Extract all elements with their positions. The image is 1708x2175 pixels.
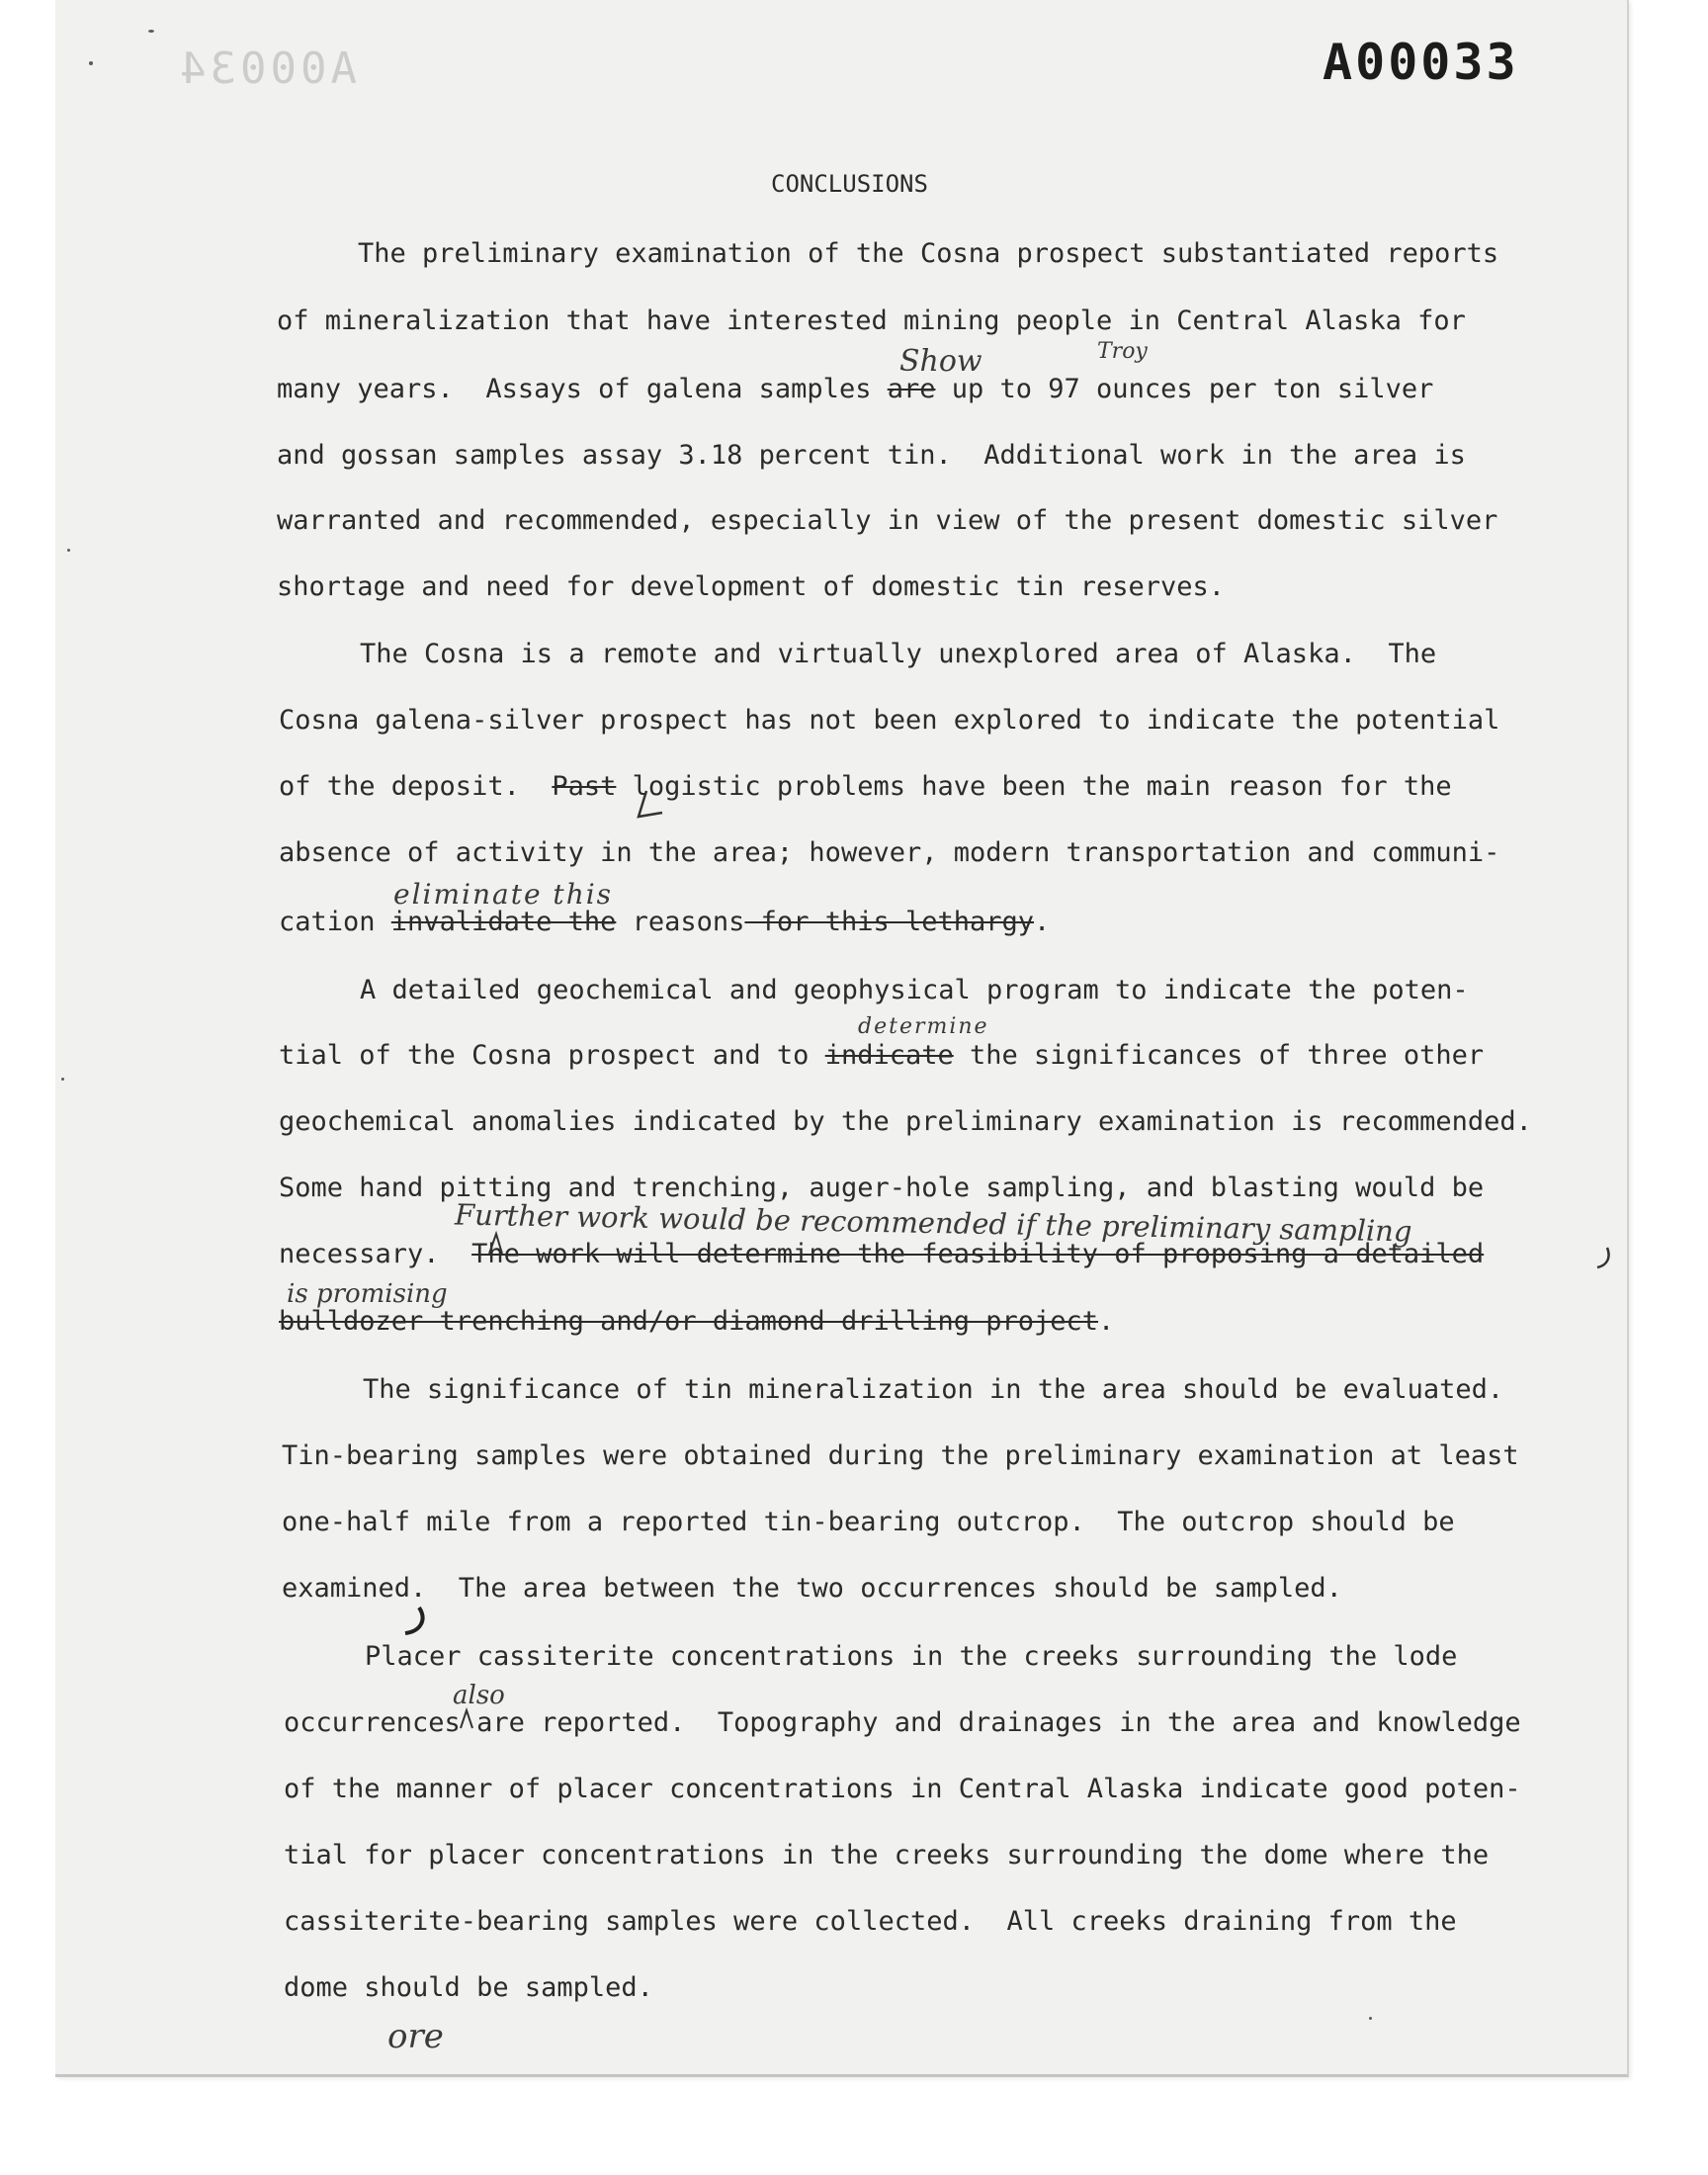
body-line: cassiterite-bearing samples were collected. All creeks draining from the xyxy=(284,1906,1457,1937)
body-line: The Cosna is a remote and virtually unexplored area of Alaska. The xyxy=(360,639,1437,669)
body-line: necessary. The work will determine the feasibility of proposing a detailed xyxy=(279,1239,1485,1269)
page-number: A00033 xyxy=(1323,34,1519,91)
body-line: Some hand pitting and trenching, auger-hole sampling, and blasting would be xyxy=(279,1173,1485,1203)
insertion-caret-mark xyxy=(489,1234,502,1254)
body-line: Cosna galena-silver prospect has not been explored to indicate the potential xyxy=(279,705,1500,736)
body-line: A detailed geochemical and geophysical program to indicate the poten- xyxy=(360,975,1469,1005)
body-line: The significance of tin mineralization in the area should be evaluated. xyxy=(363,1374,1504,1405)
handwritten-insert-troy: Troy xyxy=(1097,339,1148,364)
body-line: dome should be sampled. xyxy=(284,1972,653,2003)
period-correction-mark xyxy=(405,1608,423,1633)
body-line: geochemical anomalies indicated by the preliminary examination is recommended. xyxy=(279,1106,1532,1137)
insertion-caret-mark xyxy=(461,1710,472,1728)
body-line: many years. Assays of galena samples are up to 97 ounces per ton silver xyxy=(277,374,1434,404)
body-line: bulldozer trenching and/or diamond drilling project. xyxy=(279,1306,1115,1337)
body-line: cation invalidate the reasons for this lethargy. xyxy=(279,907,1051,937)
check-mark xyxy=(1597,1248,1609,1267)
handwritten-insert-eliminate: eliminate this xyxy=(393,878,614,911)
body-line: of the manner of placer concentrations in Central Alaska indicate good poten- xyxy=(284,1774,1521,1804)
body-line: tial of the Cosna prospect and to indicate the significances of three other xyxy=(279,1040,1485,1071)
body-line: absence of activity in the area; however, modern transportation and communi- xyxy=(279,837,1500,868)
body-line: one-half mile from a reported tin-bearing outcrop. The outcrop should be xyxy=(282,1507,1455,1537)
body-line: The preliminary examination of the Cosna prospect substantiated reports xyxy=(358,238,1499,269)
page-title: CONCLUSIONS xyxy=(771,170,928,198)
body-line: Tin-bearing samples were obtained during the preliminary examination at least xyxy=(282,1440,1519,1471)
body-line: and gossan samples assay 3.18 percent tin. Additional work in the area is xyxy=(277,440,1466,471)
handwritten-insert-also: also xyxy=(453,1681,505,1710)
handwritten-insert-promising: is promising xyxy=(287,1279,448,1309)
handwritten-note-ore: ore xyxy=(387,2017,444,2056)
body-line: of mineralization that have interested mining people in Central Alaska for xyxy=(277,305,1466,336)
handwritten-insert-show: Show xyxy=(899,344,982,379)
body-line: tial for placer concentrations in the creeks surrounding the dome where the xyxy=(284,1840,1490,1870)
body-line: Placer cassiterite concentrations in the creeks surrounding the lode xyxy=(365,1641,1458,1672)
handwritten-insert-further-work: Further work would be recommended if the preliminary sampling xyxy=(454,1197,1412,1249)
insertion-caret-mark xyxy=(639,791,662,817)
body-line: warranted and recommended, especially in view of the present domestic silver xyxy=(277,505,1498,536)
body-line: shortage and need for development of domestic tin reserves. xyxy=(277,571,1226,602)
body-line: occurrences are reported. Topography and drainages in the area and knowledge xyxy=(284,1707,1521,1738)
handwritten-insert-determine: determine xyxy=(858,1014,989,1039)
body-line: of the deposit. Past logistic problems have been the main reason for the xyxy=(279,771,1452,802)
bleed-through-page-number: A00034 xyxy=(176,44,357,94)
body-line: examined. The area between the two occurrences should be sampled. xyxy=(282,1573,1342,1604)
